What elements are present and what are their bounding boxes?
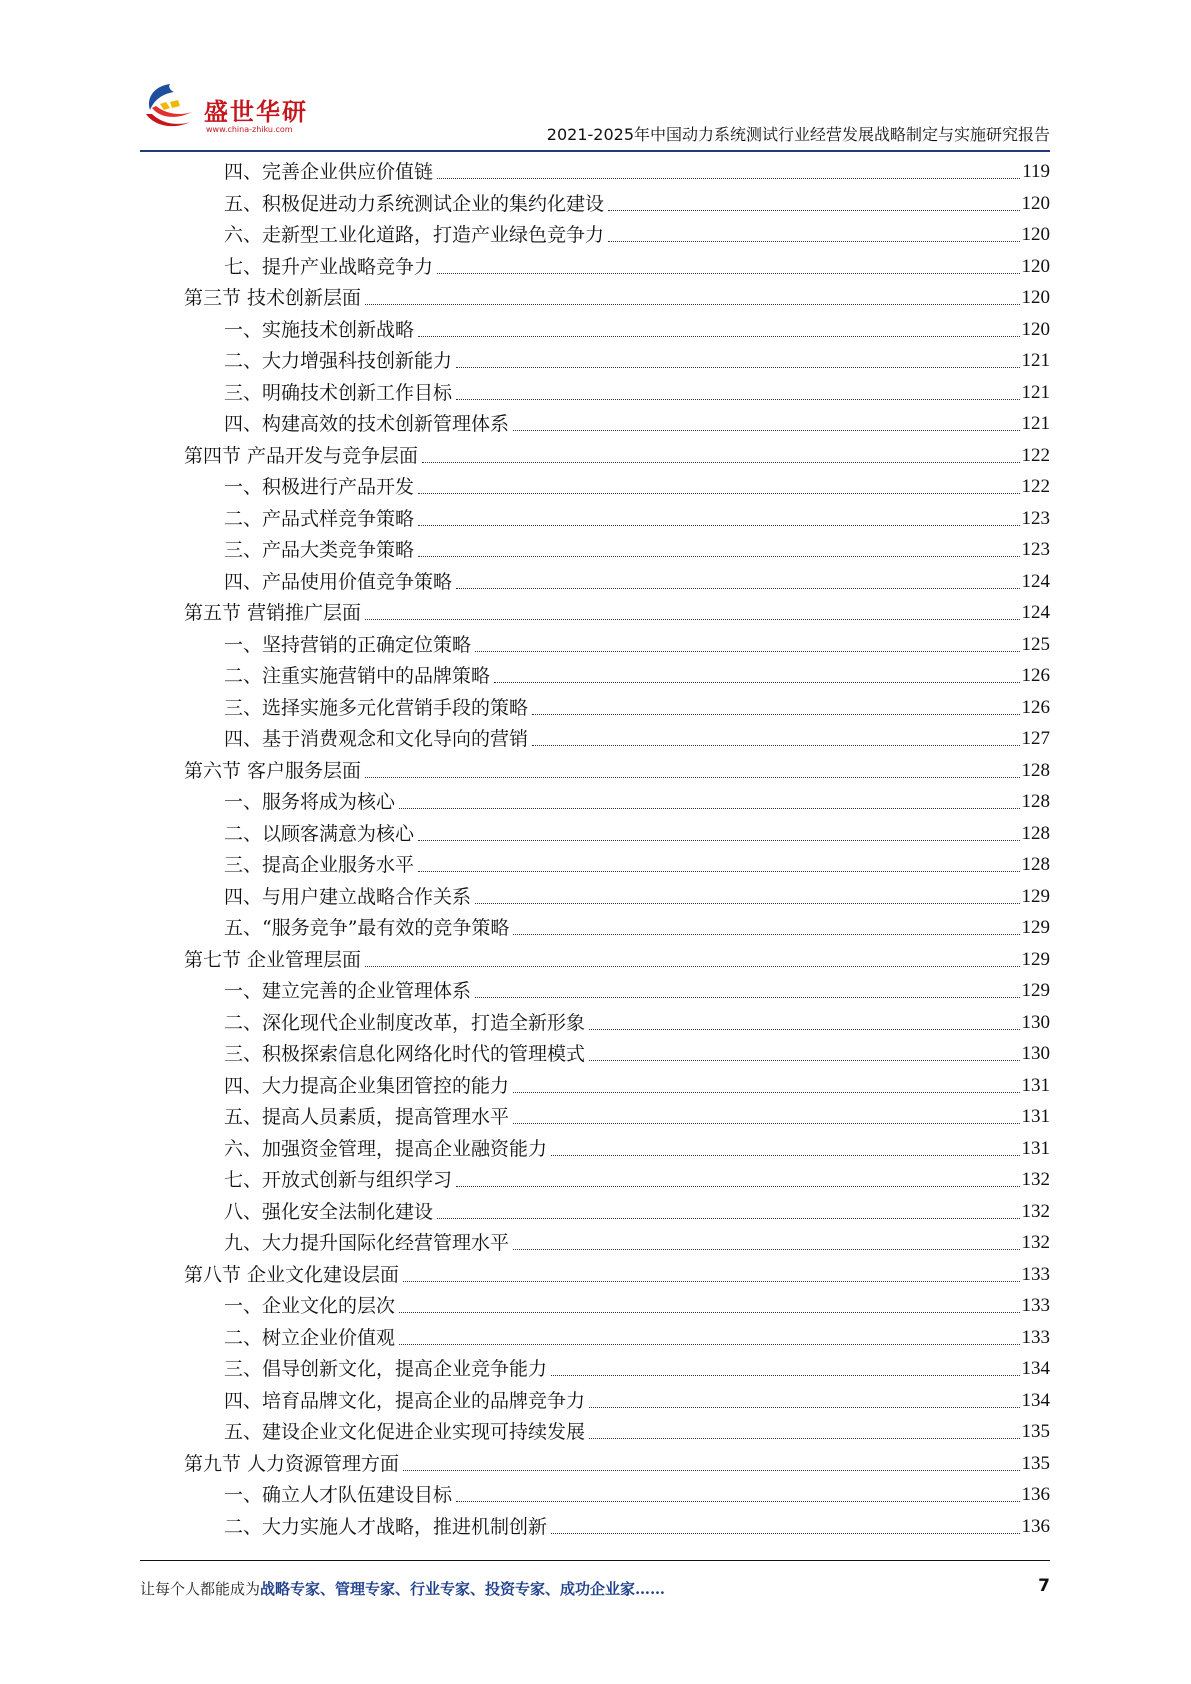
toc-dot-leader	[551, 1357, 1019, 1376]
toc-subsection-entry[interactable]	[184, 160, 1050, 192]
toc-dot-leader	[365, 759, 1019, 778]
toc-entry-label: 一、服务将成为核心	[224, 791, 396, 813]
toc-entry-page: 129	[1021, 917, 1050, 938]
toc-entry-page: 132	[1021, 1232, 1050, 1253]
logo-emblem-icon	[140, 78, 206, 138]
toc-subsection-entry[interactable]	[184, 916, 1050, 948]
toc-entry-label: 四、构建高效的技术创新管理体系	[224, 413, 510, 435]
toc-entry-page: 124	[1021, 570, 1050, 592]
toc-entry-page: 127	[1021, 728, 1050, 749]
footer-slogan-highlight: 战略专家、管理专家、行业专家、投资专家、成功企业家……	[260, 1580, 666, 1598]
toc-subsection-entry[interactable]	[184, 822, 1050, 854]
toc-entry-page: 120	[1021, 318, 1050, 340]
toc-entry-label: 一、建立完善的企业管理体系	[224, 980, 472, 1002]
toc-subsection-entry[interactable]	[184, 475, 1050, 507]
toc-entry-page: 131	[1021, 1074, 1050, 1096]
toc-entry-page: 128	[1021, 759, 1050, 781]
toc-entry-label: 二、大力增强科技创新能力	[224, 350, 453, 372]
footer-divider	[140, 1560, 1050, 1561]
toc-entry-label: 二、注重实施营销中的品牌策略	[224, 665, 491, 687]
toc-entry-label: 四、培育品牌文化，提高企业的品牌竞争力	[224, 1389, 586, 1412]
toc-entry-page: 133	[1021, 1326, 1050, 1348]
toc-entry-label: 七、提升产业战略竞争力	[224, 255, 434, 278]
toc-subsection-entry[interactable]	[184, 696, 1050, 728]
toc-entry-page: 134	[1021, 1389, 1050, 1411]
toc-dot-leader	[608, 223, 1019, 242]
toc-entry-page: 121	[1021, 413, 1050, 434]
toc-subsection-entry[interactable]	[184, 1137, 1050, 1169]
toc-section-entry[interactable]	[184, 1452, 1050, 1484]
toc-dot-leader	[589, 1389, 1019, 1408]
table-of-contents	[184, 160, 1050, 1546]
toc-subsection-entry[interactable]	[184, 1420, 1050, 1452]
toc-entry-page: 128	[1021, 791, 1050, 812]
toc-entry-page: 123	[1021, 507, 1050, 529]
toc-entry-label: 六、加强资金管理，提高企业融资能力	[224, 1137, 548, 1160]
toc-subsection-entry[interactable]	[184, 381, 1050, 413]
toc-entry-label: 四、与用户建立战略合作关系	[224, 885, 472, 908]
toc-entry-page: 120	[1021, 255, 1050, 277]
toc-entry-page: 121	[1021, 381, 1050, 403]
toc-dot-leader	[418, 538, 1019, 557]
toc-dot-leader	[418, 822, 1019, 841]
toc-dot-leader	[399, 1294, 1019, 1313]
toc-dot-leader	[365, 948, 1019, 967]
toc-entry-label: 四、完善企业供应价值链	[224, 161, 434, 183]
toc-entry-label: 第七节 企业管理层面	[184, 948, 362, 971]
toc-entry-page: 119	[1022, 161, 1050, 182]
toc-entry-label: 七、开放式创新与组织学习	[224, 1169, 453, 1191]
footer-slogan	[140, 1578, 665, 1599]
toc-dot-leader	[494, 664, 1019, 683]
toc-entry-label: 一、企业文化的层次	[224, 1295, 396, 1317]
toc-dot-leader	[532, 727, 1019, 746]
toc-entry-page: 125	[1021, 633, 1050, 655]
toc-entry-label: 五、提高人员素质，提高管理水平	[224, 1106, 510, 1128]
toc-dot-leader	[475, 979, 1019, 998]
toc-dot-leader	[418, 475, 1019, 494]
toc-subsection-entry[interactable]	[184, 1389, 1050, 1421]
toc-entry-page: 131	[1021, 1106, 1050, 1127]
toc-entry-page: 122	[1021, 444, 1050, 466]
toc-subsection-entry[interactable]	[184, 507, 1050, 539]
toc-subsection-entry[interactable]	[184, 1357, 1050, 1389]
toc-entry-label: 第九节 人力资源管理方面	[184, 1452, 400, 1475]
toc-section-entry[interactable]	[184, 601, 1050, 633]
toc-entry-page: 135	[1021, 1421, 1050, 1442]
toc-entry-label: 一、坚持营销的正确定位策略	[224, 633, 472, 656]
toc-dot-leader	[418, 853, 1019, 872]
toc-entry-label: 四、产品使用价值竞争策略	[224, 570, 453, 593]
toc-dot-leader	[418, 318, 1019, 337]
toc-dot-leader	[513, 412, 1019, 431]
page-number: 7	[1038, 1576, 1050, 1596]
toc-entry-label: 一、实施技术创新战略	[224, 318, 415, 341]
toc-dot-leader	[513, 1074, 1019, 1093]
toc-subsection-entry[interactable]	[184, 790, 1050, 822]
toc-dot-leader	[403, 1263, 1019, 1282]
toc-dot-leader	[532, 696, 1019, 715]
toc-entry-label: 四、大力提高企业集团管控的能力	[224, 1074, 510, 1097]
toc-entry-page: 126	[1021, 665, 1050, 686]
toc-dot-leader	[475, 885, 1019, 904]
toc-entry-page: 120	[1021, 287, 1050, 308]
toc-entry-label: 二、产品式样竞争策略	[224, 507, 415, 530]
toc-section-entry[interactable]	[184, 948, 1050, 980]
toc-dot-leader	[403, 1452, 1019, 1471]
toc-entry-label: 三、产品大类竞争策略	[224, 539, 415, 561]
company-logo	[140, 78, 310, 144]
toc-dot-leader	[365, 601, 1019, 620]
toc-dot-leader	[456, 349, 1019, 368]
toc-entry-page: 134	[1021, 1358, 1050, 1379]
toc-entry-page: 129	[1021, 948, 1050, 970]
toc-dot-leader	[551, 1515, 1019, 1534]
toc-entry-page: 120	[1021, 192, 1050, 214]
toc-subsection-entry[interactable]	[184, 1483, 1050, 1515]
toc-entry-label: 三、倡导创新文化，提高企业竞争能力	[224, 1358, 548, 1380]
toc-subsection-entry[interactable]	[184, 633, 1050, 665]
toc-entry-label: 第四节 产品开发与竞争层面	[184, 444, 419, 467]
toc-subsection-entry[interactable]	[184, 538, 1050, 570]
toc-entry-page: 133	[1021, 1263, 1050, 1285]
toc-entry-label: 九、大力提升国际化经营管理水平	[224, 1232, 510, 1254]
toc-dot-leader	[418, 507, 1019, 526]
page-header	[140, 78, 1050, 148]
toc-entry-label: 四、基于消费观念和文化导向的营销	[224, 728, 529, 750]
toc-dot-leader	[513, 1105, 1019, 1124]
toc-subsection-entry[interactable]	[184, 1326, 1050, 1358]
toc-entry-label: 第六节 客户服务层面	[184, 759, 362, 782]
toc-dot-leader	[422, 444, 1019, 463]
toc-entry-page: 120	[1021, 224, 1050, 245]
toc-entry-label: 第三节 技术创新层面	[184, 287, 362, 309]
toc-subsection-entry[interactable]	[184, 1042, 1050, 1074]
toc-entry-page: 135	[1021, 1452, 1050, 1474]
toc-subsection-entry[interactable]	[184, 192, 1050, 224]
toc-entry-page: 130	[1021, 1011, 1050, 1033]
toc-dot-leader	[399, 1326, 1019, 1345]
toc-subsection-entry[interactable]	[184, 727, 1050, 759]
toc-entry-page: 132	[1021, 1200, 1050, 1222]
toc-subsection-entry[interactable]	[184, 1105, 1050, 1137]
toc-subsection-entry[interactable]	[184, 1200, 1050, 1232]
toc-dot-leader	[437, 255, 1019, 274]
toc-entry-page: 136	[1021, 1484, 1050, 1505]
toc-subsection-entry[interactable]	[184, 223, 1050, 255]
toc-subsection-entry[interactable]	[184, 255, 1050, 287]
toc-entry-page: 121	[1021, 350, 1050, 371]
toc-dot-leader	[456, 1483, 1019, 1502]
toc-section-entry[interactable]	[184, 286, 1050, 318]
toc-entry-label: 五、建设企业文化促进企业实现可持续发展	[224, 1421, 586, 1443]
toc-dot-leader	[608, 192, 1019, 211]
toc-entry-page: 130	[1021, 1043, 1050, 1064]
toc-dot-leader	[456, 1168, 1019, 1187]
toc-dot-leader	[513, 916, 1019, 935]
toc-entry-label: 第八节 企业文化建设层面	[184, 1263, 400, 1286]
logo-text: 盛世华研	[204, 98, 308, 126]
toc-subsection-entry[interactable]	[184, 318, 1050, 350]
toc-entry-label: 三、选择实施多元化营销手段的策略	[224, 696, 529, 719]
toc-entry-page: 129	[1021, 885, 1050, 907]
toc-entry-label: 二、树立企业价值观	[224, 1326, 396, 1349]
toc-subsection-entry[interactable]	[184, 349, 1050, 381]
toc-entry-label: 八、强化安全法制化建设	[224, 1200, 434, 1223]
toc-entry-page: 132	[1021, 1169, 1050, 1190]
toc-entry-page: 124	[1021, 602, 1050, 623]
report-title: 2021-2025年中国动力系统测试行业经营发展战略制定与实施研究报告	[546, 125, 1050, 144]
toc-dot-leader	[589, 1011, 1019, 1030]
toc-entry-page: 126	[1021, 696, 1050, 718]
toc-dot-leader	[365, 286, 1019, 305]
toc-entry-label: 五、“服务竞争”最有效的竞争策略	[224, 917, 510, 939]
toc-entry-page: 122	[1021, 476, 1050, 497]
toc-subsection-entry[interactable]	[184, 664, 1050, 696]
toc-subsection-entry[interactable]	[184, 1231, 1050, 1263]
toc-subsection-entry[interactable]	[184, 412, 1050, 444]
toc-entry-label: 三、积极探索信息化网络化时代的管理模式	[224, 1043, 586, 1065]
toc-subsection-entry[interactable]	[184, 1011, 1050, 1043]
logo-url: www.china-zhiku.com	[206, 125, 293, 134]
toc-subsection-entry[interactable]	[184, 979, 1050, 1011]
toc-entry-page: 128	[1021, 822, 1050, 844]
toc-subsection-entry[interactable]	[184, 570, 1050, 602]
toc-entry-label: 六、走新型工业化道路，打造产业绿色竞争力	[224, 224, 605, 246]
toc-entry-label: 二、大力实施人才战略，推进机制创新	[224, 1515, 548, 1538]
toc-dot-leader	[513, 1231, 1019, 1250]
toc-entry-label: 三、提高企业服务水平	[224, 854, 415, 876]
toc-entry-page: 123	[1021, 539, 1050, 560]
header-divider	[140, 150, 1050, 152]
toc-dot-leader	[437, 160, 1020, 179]
toc-dot-leader	[589, 1042, 1019, 1061]
toc-dot-leader	[475, 633, 1019, 652]
toc-entry-label: 一、积极进行产品开发	[224, 476, 415, 498]
toc-entry-page: 128	[1021, 854, 1050, 875]
toc-dot-leader	[589, 1420, 1019, 1439]
toc-dot-leader	[456, 570, 1019, 589]
toc-entry-page: 131	[1021, 1137, 1050, 1159]
toc-entry-page: 133	[1021, 1295, 1050, 1316]
toc-entry-page: 136	[1021, 1515, 1050, 1537]
toc-subsection-entry[interactable]	[184, 1515, 1050, 1547]
toc-subsection-entry[interactable]	[184, 885, 1050, 917]
toc-dot-leader	[456, 381, 1019, 400]
toc-entry-page: 129	[1021, 980, 1050, 1001]
toc-section-entry[interactable]	[184, 444, 1050, 476]
toc-dot-leader	[399, 790, 1019, 809]
toc-entry-label: 第五节 营销推广层面	[184, 602, 362, 624]
toc-dot-leader	[551, 1137, 1019, 1156]
footer-slogan-prefix: 让每个人都能成为	[140, 1580, 261, 1598]
toc-section-entry[interactable]	[184, 1263, 1050, 1295]
toc-subsection-entry[interactable]	[184, 1294, 1050, 1326]
toc-entry-label: 二、深化现代企业制度改革，打造全新形象	[224, 1011, 586, 1034]
toc-section-entry[interactable]	[184, 759, 1050, 791]
toc-subsection-entry[interactable]	[184, 853, 1050, 885]
toc-entry-label: 五、积极促进动力系统测试企业的集约化建设	[224, 192, 605, 215]
toc-entry-label: 二、以顾客满意为核心	[224, 822, 415, 845]
toc-dot-leader	[437, 1200, 1019, 1219]
toc-entry-label: 一、确立人才队伍建设目标	[224, 1484, 453, 1506]
toc-subsection-entry[interactable]	[184, 1074, 1050, 1106]
toc-subsection-entry[interactable]	[184, 1168, 1050, 1200]
toc-entry-label: 三、明确技术创新工作目标	[224, 381, 453, 404]
